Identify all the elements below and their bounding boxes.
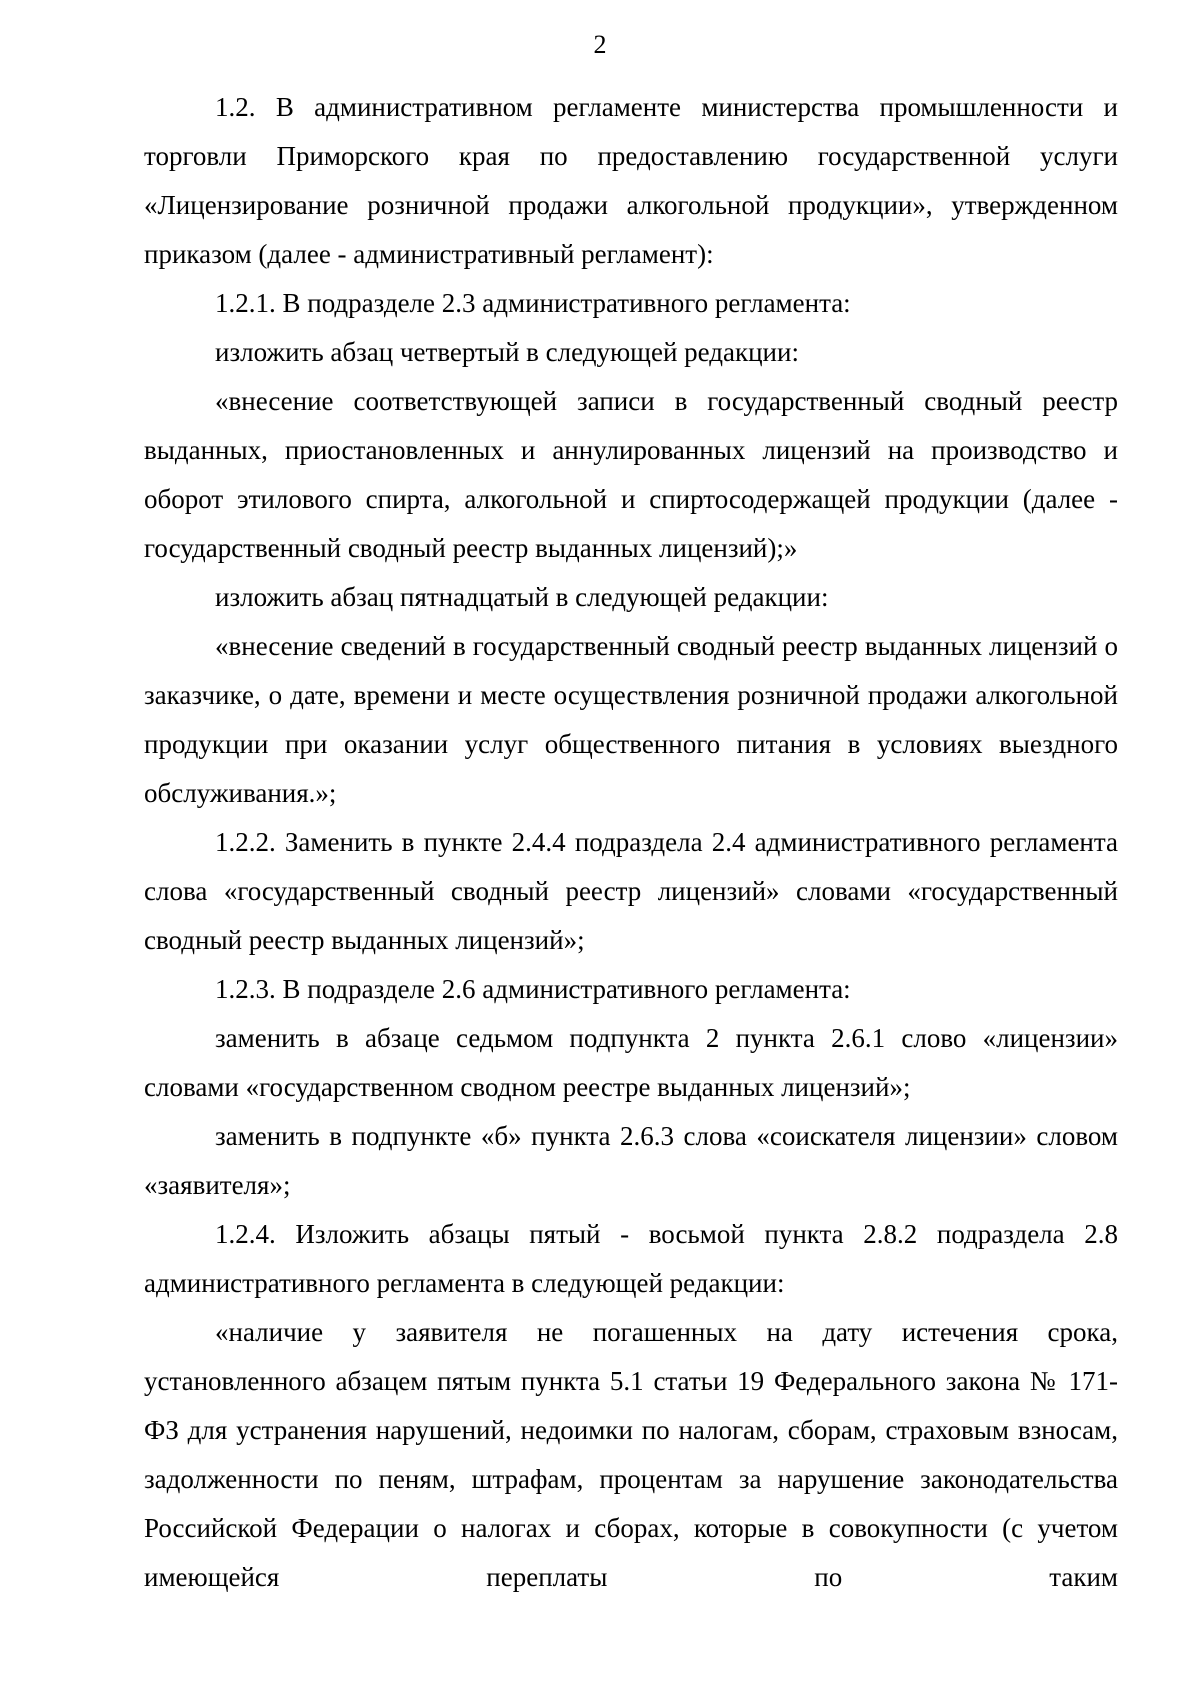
page-number: 2: [593, 30, 607, 59]
document-body: [144, 83, 1118, 1602]
paragraph-quote-vnesenie-zapisi: «внесение соответствующей записи в государственный сводный реестр выданных, приостановленных и аннулированных лицензий на производство и оборот этилового спирта, алкогольной и спиртосодержащей продукции (далее - государственный сводный реестр выданных лицензий);»: [144, 386, 1118, 563]
paragraph-1-2-3: 1.2.3. В подразделе 2.6 административного регламента:: [215, 974, 851, 1004]
paragraph-quote-vnesenie-svedenii: «внесение сведений в государственный сводный реестр выданных лицензий о заказчике, о дате, времени и месте осуществления розничной продажи алкогольной продукции при оказании услуг общественного питания в условиях выездного обслуживания.»;: [144, 631, 1118, 808]
paragraph-quote-nalichie: «наличие у заявителя не погашенных на дату истечения срока, установленного абзацем пятым пункта 5.1 статьи 19 Федерального закона № 171-ФЗ для устранения нарушений, недоимки по налогам, сборам, страховым взносам, задолженности по пеням, штрафам, процентам за нарушение законодательства Российской Федерации о налогах и сборах, которые в совокупности (с учетом имеющейся переплаты по таким: [144, 1317, 1118, 1592]
paragraph-1-2-2: 1.2.2. Заменить в пункте 2.4.4 подраздела 2.4 административного регламента слова «государственный сводный реестр лицензий» словами «государственный сводный реестр выданных лицензий»;: [144, 827, 1118, 955]
paragraph-2-6-1: заменить в абзаце седьмом подпункта 2 пункта 2.6.1 слово «лицензии» словами «государственном сводном реестре выданных лицензий»;: [144, 1023, 1118, 1102]
paragraph-abzac-chetvertyi: изложить абзац четвертый в следующей редакции:: [215, 337, 799, 367]
paragraph-1-2-4: 1.2.4. Изложить абзацы пятый - восьмой пункта 2.8.2 подраздела 2.8 административного регламента в следующей редакции:: [144, 1219, 1118, 1298]
paragraph-abzac-pyatnadcatyi: изложить абзац пятнадцатый в следующей редакции:: [215, 582, 829, 612]
paragraph-2-6-3: заменить в подпункте «б» пункта 2.6.3 слова «соискателя лицензии» словом «заявителя»;: [144, 1121, 1118, 1200]
paragraph-1-2-1: 1.2.1. В подразделе 2.3 административного регламента:: [215, 288, 851, 318]
paragraph-1-2: 1.2. В административном регламенте министерства промышленности и торговли Приморского края по предоставлению государственной услуги «Лицензирование розничной продажи алкогольной продукции», утвержденном приказом (далее - административный регламент):: [144, 92, 1118, 269]
